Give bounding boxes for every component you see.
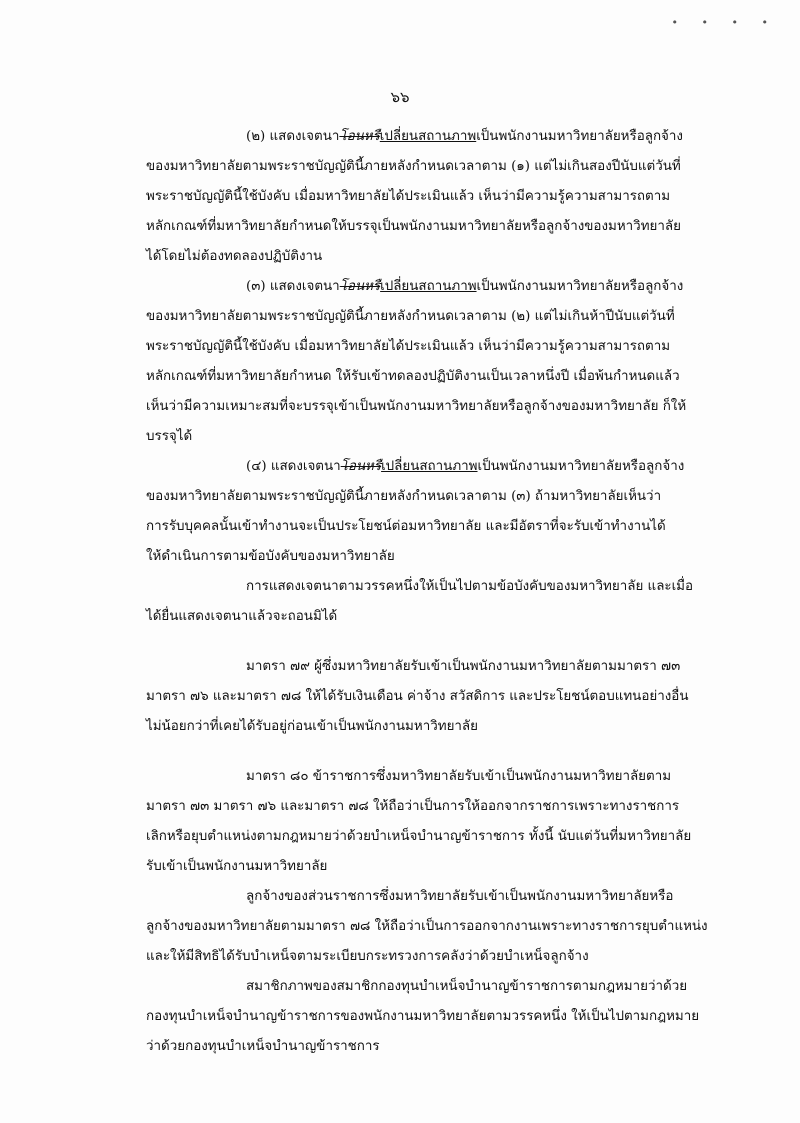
section-79-line: มาตรา ๗๖ และมาตรา ๗๘ ให้ได้รับเงินเดือน ค่าจ้าง สวัสดิการ และประโยชน์ตอบแทนอย่างอื่น [146,689,689,704]
paragraph-3-line: เห็นว่ามีความเหมาะสมที่จะบรรจุเข้าเป็นพนักงานมหาวิทยาลัยหรือลูกจ้างของมหาวิทยาลัย ก็ให้ [146,399,687,414]
section-80-paragraph-2-line: และให้มีสิทธิได้รับบำเหน็จตามระเบียบกระทรวงการคลังว่าด้วยบำเหน็จลูกจ้าง [146,949,589,964]
paragraph-4 [146,452,746,572]
section-80-line: รับเข้าเป็นพนักงานมหาวิทยาลัย [146,859,328,874]
paragraph-2 [146,122,746,272]
section-79 [146,652,746,742]
struck-text: โอนหรื [339,279,381,294]
paragraph-3-lead-rest: เป็นพนักงานมหาวิทยาลัยหรือลูกจ้าง [476,279,684,294]
document-body [146,122,746,1062]
section-80-paragraph-3-lead: สมาชิกภาพของสมาชิกกองทุนบำเหน็จบำนาญข้าราชการตามกฎหมายว่าด้วย [246,979,688,994]
paragraph-4-line: ให้ดำเนินการตามข้อบังคับของมหาวิทยาลัย [146,549,395,564]
paragraph-3-lead [146,272,746,302]
section-80-line: เลิกหรือยุบตำแหน่งตามกฎหมายว่าด้วยบำเหน็จบำนาญข้าราชการ ทั้งนี้ นับแต่วันที่มหาวิทยาลัย [146,829,692,844]
paragraph-4-line: ของมหาวิทยาลัยตามพระราชบัญญัตินี้ภายหลังกำหนดเวลาตาม (๓) ถ้ามหาวิทยาลัยเห็นว่า [146,489,662,504]
section-80-paragraph-2 [146,882,746,972]
paragraph-5 [146,572,746,632]
paragraph-4-label: (๔) แสดงเจตนา [246,459,341,474]
section-80-line: มาตรา ๗๓ มาตรา ๗๖ และมาตรา ๗๘ ให้ถือว่าเป็นการให้ออกจากราชการเพราะทางราชการ [146,799,680,814]
section-gap [146,742,746,762]
page-number: ๖๖ [390,88,410,106]
paragraph-2-lead [146,122,746,152]
section-80-lead: มาตรา ๘๐ ข้าราชการซึ่งมหาวิทยาลัยรับเข้าเป็นพนักงานมหาวิทยาลัยตาม [246,769,672,784]
paragraph-5-lead: การแสดงเจตนาตามวรรคหนึ่งให้เป็นไปตามข้อบังคับของมหาวิทยาลัย และเมื่อ [246,579,694,594]
paragraph-5-line: ได้ยื่นแสดงเจตนาแล้วจะถอนมิได้ [146,609,338,624]
section-80-paragraph-2-lead: ลูกจ้างของส่วนราชการซึ่งมหาวิทยาลัยรับเข้าเป็นพนักงานมหาวิทยาลัยหรือ [246,889,674,904]
paragraph-3-line: หลักเกณฑ์ที่มหาวิทยาลัยกำหนด ให้รับเข้าทดลองปฏิบัติงานเป็นเวลาหนึ่งปี เมื่อพ้นกำหนดแล้ว [146,369,680,384]
paragraph-2-line: ได้โดยไม่ต้องทดลองปฏิบัติงาน [146,249,323,264]
underlined-text: เปลี่ยนสถานภาพ [380,279,477,294]
section-80-paragraph-3-line: ว่าด้วยกองทุนบำเหน็จบำนาญข้าราชการ [146,1039,380,1054]
paragraph-2-line: หลักเกณฑ์ที่มหาวิทยาลัยกำหนดให้บรรจุเป็นพนักงานมหาวิทยาลัยหรือลูกจ้างของมหาวิทยาลัย [146,219,681,234]
section-79-line: ไม่น้อยกว่าที่เคยได้รับอยู่ก่อนเข้าเป็นพนักงานมหาวิทยาลัย [146,719,478,734]
paragraph-2-line: ของมหาวิทยาลัยตามพระราชบัญญัตินี้ภายหลังกำหนดเวลาตาม (๑) แต่ไม่เกินสองปีนับแต่วันที่ [146,159,681,174]
section-gap [146,632,746,652]
paragraph-2-label: (๒) แสดงเจตนา [246,129,340,144]
paragraph-2-lead-rest: เป็นพนักงานมหาวิทยาลัยหรือลูกจ้าง [476,129,683,144]
paragraph-3-label: (๓) แสดงเจตนา [246,279,340,294]
section-79-lead: มาตรา ๗๙ ผู้ซึ่งมหาวิทยาลัยรับเข้าเป็นพนักงานมหาวิทยาลัยตามมาตรา ๗๓ [246,659,681,674]
paragraph-4-lead [146,452,746,482]
section-80-paragraph-2-line: ลูกจ้างของมหาวิทยาลัยตามมาตรา ๗๘ ให้ถือว่าเป็นการออกจากงานเพราะทางราชการยุบตำแหน่ง [146,919,708,934]
struck-text: โอนหรื [339,129,380,144]
paragraph-3-line: บรรจุได้ [146,429,193,444]
section-80-paragraph-3-line: กองทุนบำเหน็จบำนาญข้าราชการของพนักงานมหาวิทยาลัยตามวรรคหนึ่ง ให้เป็นไปตามกฎหมาย [146,1009,700,1024]
paragraph-3 [146,272,746,452]
underlined-text: เปลี่ยนสถานภาพ [381,459,478,474]
paragraph-3-line: ของมหาวิทยาลัยตามพระราชบัญญัตินี้ภายหลังกำหนดเวลาตาม (๒) แต่ไม่เกินห้าปีนับแต่วันที่ [146,309,675,324]
underlined-text: เปลี่ยนสถานภาพ [379,129,477,144]
section-80 [146,762,746,882]
paragraph-4-line: การรับบุคคลนั้นเข้าทำงานจะเป็นประโยชน์ต่อมหาวิทยาลัย และมีอัตราที่จะรับเข้าทำงานได้ [146,519,666,534]
scan-artifact-dots: • • • • [671,16,778,29]
struck-text: โอนหรื [340,459,382,474]
paragraph-3-line: พระราชบัญญัตินี้ใช้บังคับ เมื่อมหาวิทยาลัยได้ประเมินแล้ว เห็นว่ามีความรู้ความสามารถตาม [146,339,671,354]
paragraph-2-line: พระราชบัญญัตินี้ใช้บังคับ เมื่อมหาวิทยาลัยได้ประเมินแล้ว เห็นว่ามีความรู้ความสามารถตาม [146,189,671,204]
section-80-paragraph-3 [146,972,746,1062]
paragraph-4-lead-rest: เป็นพนักงานมหาวิทยาลัยหรือลูกจ้าง [477,459,685,474]
